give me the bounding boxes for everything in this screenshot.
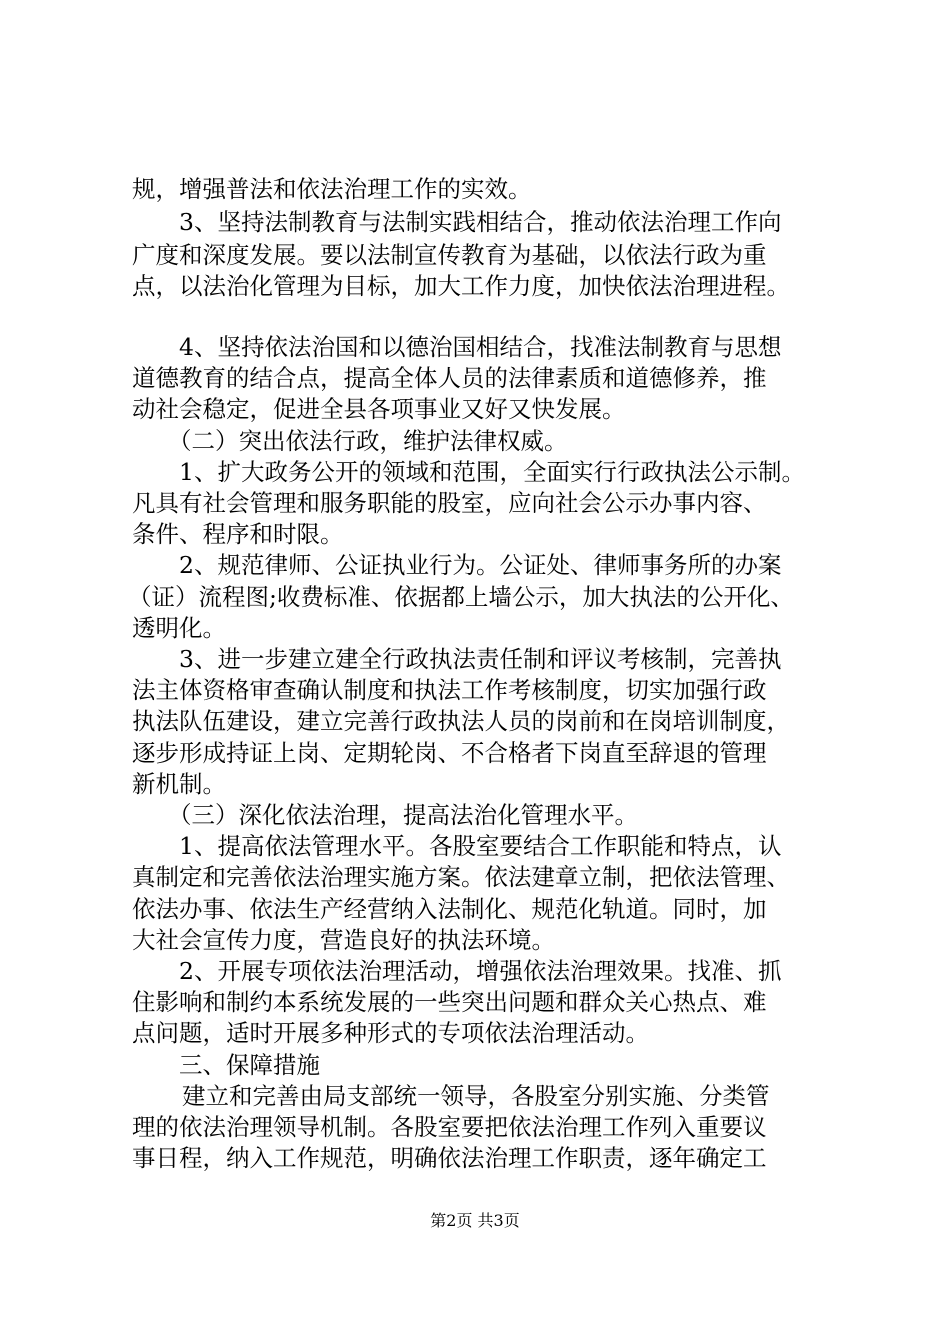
- text-line: 真制定和完善依法治理实施方案。依法建章立制，把依法管理、: [132, 863, 790, 891]
- text-line: 依法办事、依法生产经营纳入法制化、规范化轨道。同时，加: [132, 895, 767, 923]
- text-line: （证）流程图;收费标准、依据都上墙公示，加大执法的公开化、: [128, 583, 794, 611]
- text-line: 住影响和制约本系统发展的一些突出问题和群众关心热点、难: [132, 988, 767, 1016]
- text-line: 理的依法治理领导机制。各股室要把依法治理工作列入重要议: [132, 1113, 767, 1141]
- text-line: 规，增强普法和依法治理工作的实效。: [132, 175, 532, 203]
- text-line: 点，以法治化管理为目标，加大工作力度，加快依法治理进程。: [132, 272, 790, 300]
- section-heading: （二）突出依法行政，维护法律权威。: [168, 427, 568, 455]
- text-line: 道德教育的结合点，提高全体人员的法律素质和道德修养，推: [132, 364, 767, 392]
- text-line: 1、提高依法管理水平。各股室要结合工作职能和特点，认: [179, 832, 782, 860]
- text-line: 逐步形成持证上岗、定期轮岗、不合格者下岗直至辞退的管理: [132, 739, 767, 767]
- section-heading: （三）深化依法治理，提高法治化管理水平。: [168, 801, 638, 829]
- text-line: 条件、程序和时限。: [132, 520, 344, 548]
- text-line: 1、扩大政务公开的领域和范围，全面实行行政执法公示制。: [179, 458, 805, 486]
- text-line: 4、坚持依法治国和以德治国相结合，找准法制教育与思想: [179, 333, 782, 361]
- page-number-footer: 第2页 共3页: [430, 1211, 520, 1230]
- text-line: 新机制。: [132, 770, 226, 798]
- text-line: 点问题，适时开展多种形式的专项依法治理活动。: [132, 1019, 649, 1047]
- text-line: 2、规范律师、公证执业行为。公证处、律师事务所的办案: [179, 551, 782, 579]
- text-line: 3、坚持法制教育与法制实践相结合，推动依法治理工作向: [179, 208, 782, 236]
- text-line: 3、进一步建立建全行政执法责任制和评议考核制，完善执: [179, 645, 782, 673]
- text-line: 大社会宣传力度，营造良好的执法环境。: [132, 926, 555, 954]
- text-line: 2、开展专项依法治理活动，增强依法治理效果。找准、抓: [179, 957, 782, 985]
- text-line: 广度和深度发展。要以法制宣传教育为基础，以依法行政为重: [132, 241, 767, 269]
- text-line: 凡具有社会管理和服务职能的股室，应向社会公示办事内容、: [132, 489, 767, 517]
- text-line: 执法队伍建设，建立完善行政执法人员的岗前和在岗培训制度，: [132, 707, 790, 735]
- text-line: 事日程，纳入工作规范，明确依法治理工作职责，逐年确定工: [132, 1144, 767, 1172]
- text-line: 法主体资格审查确认制度和执法工作考核制度，切实加强行政: [132, 676, 767, 704]
- text-line: 透明化。: [132, 614, 226, 642]
- text-line: 动社会稳定，促进全县各项事业又好又快发展。: [132, 395, 626, 423]
- text-line: 建立和完善由局支部统一领导，各股室分别实施、分类管: [182, 1082, 770, 1110]
- section-heading: 三、保障措施: [179, 1051, 320, 1079]
